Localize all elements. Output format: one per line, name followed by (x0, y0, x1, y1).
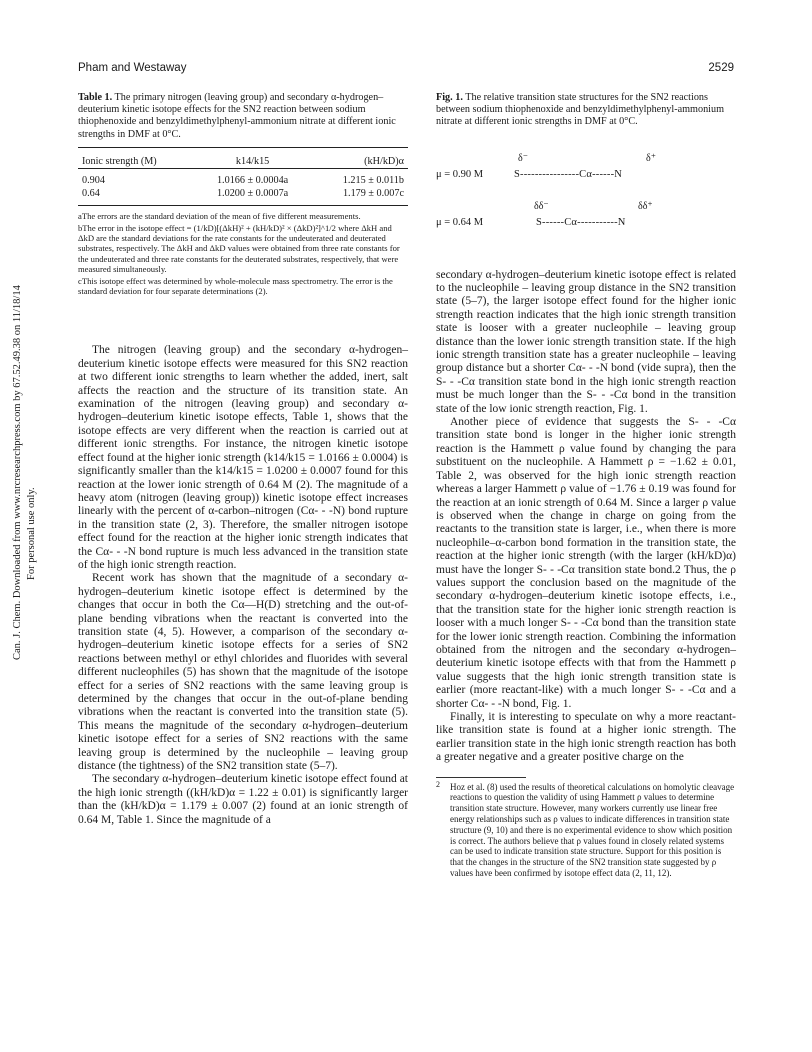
table-row (78, 168, 408, 187)
figure1-charge-pos-1: δ⁺ (646, 152, 656, 164)
table1-caption-text: The primary nitrogen (leaving group) and secondary α-hydrogen–deuterium kinetic isotope effects for the SN2 reaction between sodium thiophenoxide and benzyldimethylphenyl-ammonium nitrate at different ionic strengths in DMF at 0°C. (78, 92, 396, 140)
footnote-2-marker: 2 (436, 779, 440, 789)
table1-header-kh-kd: (kH/kD)α (364, 155, 404, 167)
left-column (78, 92, 408, 827)
paragraph: The secondary α-hydrogen–deuterium kinetic isotope effect found at the high ionic strength ((kH/kD)α = 1.22 ± 0.01) is significantly larger than the (kH/kD)α = 1.179 ± 0.007 (2) found at an ionic strength of 0.64 M, Table 1. Since the magnitude of a (78, 773, 408, 826)
table1-footnote-a: aThe errors are the standard deviation of the mean of five different measurements. (78, 210, 361, 221)
figure1-charge-neg-1: δ⁻ (518, 152, 528, 164)
table-cell: 0.64 (82, 187, 100, 199)
running-head (78, 62, 734, 78)
table-cell: 1.179 ± 0.007c (342, 187, 404, 199)
table1-footnote-b: bThe error in the isotope effect = (1/kD)[(ΔkH)² + (kH/kD)² × (ΔkD)²]^1/2 where ΔkH and ΔkD are the standard deviations for the rate constants for the undeuterated and deuterated substrates, respectively. The ΔkH and ΔkD values were obtained from three rate constants for the undeuterated and three rate constants for the deuterated substrates, respectively, that were measured simultaneously. (78, 223, 400, 274)
side-note-line-2: For personal use only. (26, 487, 37, 580)
paragraph: Recent work has shown that the magnitude of a secondary α-hydrogen–deuterium kinetic isotope effect is determined by the changes that occur in both the Cα—H(D) stretching and the out-of-plane bending vibrations when the reactant is converted into the transition state (4, 5). However, a comparison of the secondary α-hydrogen–deuterium kinetic isotope effects for a series of SN2 reactions between methyl or ethyl chlorides and fluorides with several different nucleophiles (5) has shown that the magnitude of the isotope effect for a series of SN2 reactions with the same leaving group is determined by the changes that occur in the out-of-plane bending vibrations when the reactant is converted into the transition state (5). This means the magnitude of the secondary α-hydrogen–deuterium kinetic isotope effect for a series of SN2 reactions with the same leaving group is determined by the nucleophile – leaving group distance (the tightness) of the SN2 transition state (5–7). (78, 572, 408, 773)
table-row (78, 187, 408, 206)
table-cell: 1.0166 ± 0.0004a (216, 174, 289, 186)
right-column (436, 92, 736, 879)
table1-caption (78, 92, 408, 141)
left-body-text (78, 344, 408, 827)
table1-caption-label: Table 1. (78, 92, 113, 103)
figure1-structure-1: S----------------Cα------N (514, 168, 623, 180)
paragraph: Another piece of evidence that suggests the S- - -Cα transition state bond is longer in the higher ionic strength reaction is the Hammett ρ value found by changing the para substituent on the nucleophile. A Hammett ρ = −1.62 ± 0.01, Table 2, was observed for the high ionic strength reaction whereas a larger Hammett ρ value of −1.76 ± 0.19 was found for the reaction at an ionic strength of 0.64 M. Since a larger ρ value is observed when the change in charge on going from the reactants to the transition state is larger, i.e., when there is more nucleophile–α-carbon bond formation in the transition state, the reaction at the higher ionic strength (with the larger (kH/kD)α) must have the longer S- - -Cα transition state bond.2 Thus, the ρ values support the conclusion based on the magnitude of the secondary α-hydrogen–deuterium kinetic isotope effects, i.e., that the transition state for the higher ionic strength reaction is looser with a much longer S- - -Cα bond than the transition state for the lower ionic strength reaction. Combining the information obtained from the nitrogen and the secondary α-hydrogen–deuterium kinetic isotope effects with that from the Hammett ρ value suggests that the high ionic strength transition state is earlier (more reactant-like) with a much longer S- - -Cα and a shorter Cα- - -N bond, Fig. 1. (436, 416, 736, 710)
download-side-note (6, 260, 40, 660)
table-cell: 1.215 ± 0.011b (342, 174, 404, 186)
right-body-text (436, 269, 736, 765)
table-cell: 1.0200 ± 0.0007a (216, 187, 289, 199)
figure1-caption (436, 92, 736, 129)
footnote-2-text: Hoz et al. (8) used the results of theoretical calculations on homolytic cleavage reactions to question the validity of using Hammett ρ values to determine transition state structure. However, many workers currently use linear free energy relationships such as ρ values to indicate differences in transition state structure (9, 10) and there is no experimental evidence to show which position is correct. The authors believe that ρ values found in closely related systems can be used to indicate transition state structure. Support for this position is that the changes in the structure of the SN2 transition state suggested by ρ values have been confirmed by isotope effect data (2, 11, 12). (450, 781, 735, 879)
figure1-mu-label-1: μ = 0.90 M (436, 168, 484, 180)
page-number: 2529 (708, 62, 734, 74)
footnote-divider (436, 777, 526, 778)
footnote-2 (436, 779, 736, 879)
paragraph: The nitrogen (leaving group) and the secondary α-hydrogen–deuterium kinetic isotope effects were measured for this SN2 reaction at two different ionic strengths to learn whether the added, inert, salt affects the reaction and the structure of its transition state. An examination of the nitrogen (leaving group) and secondary α-hydrogen–deuterium kinetic isotope effects, Table 1, shows that the isotope effects are very different when the reaction is carried out at different ionic strengths. For instance, the nitrogen kinetic isotope effect found at the higher ionic strength (k14/k15 = 1.0166 ± 0.0004) is significantly smaller than the k14/k15 = 1.0200 ± 0.0007 found for this reaction at the lower ionic strength of 0.64 M (2). The magnitude of a heavy atom (nitrogen (leaving group)) kinetic isotope effect increases linearly with the percent of α-carbon–nitrogen (Cα- - -N) bond rupture in the transition state (2, 3). Therefore, the smaller nitrogen isotope effect found for the reaction at the higher ionic strength indicates that the Cα- - -N bond rupture is much less advanced in the transition state of the high ionic strength reaction. (78, 344, 408, 571)
side-note-line-1: Can. J. Chem. Downloaded from www.nrcresearchpress.com by 67.52.49.38 on 11/18/14 (12, 285, 23, 660)
figure1-structure-2: S------Cα-----------N (536, 216, 626, 228)
figure1-charge-neg-2: δδ⁻ (534, 200, 549, 212)
running-head-authors: Pham and Westaway (78, 62, 187, 74)
table-cell: 0.904 (82, 174, 105, 186)
table1-footnote-c: cThis isotope effect was determined by whole-molecule mass spectrometry. The error is the standard deviation for four separate determinations (2). (78, 276, 393, 297)
paragraph: secondary α-hydrogen–deuterium kinetic isotope effect is related to the nucleophile – leaving group distance in the SN2 transition state (5–7), the larger isotope effect found for the higher ionic strength reaction indicates that the high ionic strength transition state is looser with a greater nucleophile – leaving group distance than the lower ionic strength transition state. If the high ionic strength transition state has a greater nucleophile – leaving group distance but a shorter Cα- - -N bond (vide supra), then the S- - -Cα transition state bond in the high ionic strength reaction must be much longer than the S- - -Cα bond in the transition state of the low ionic strength reaction, Fig. 1. (436, 268, 736, 415)
figure1-mu-label-2: μ = 0.64 M (436, 216, 484, 228)
figure1-caption-label: Fig. 1. (436, 92, 463, 103)
table1-header-k14-k15: k14/k15 (235, 155, 270, 167)
figure1-caption-text: The relative transition state structures for the SN2 reactions between sodium thiophenoxide and benzyldimethylphenyl-ammonium nitrate at different ionic strengths in DMF at 0°C. (436, 92, 725, 128)
table1-footnotes (78, 211, 408, 297)
figure1-diagram (436, 147, 736, 247)
paragraph: Finally, it is interesting to speculate on why a more reactant-like transition state is found at a higher ionic strength. The earlier transition state in the high ionic strength reaction has both a greater negative and a greater positive charge on the (436, 711, 736, 764)
figure1-charge-pos-2: δδ⁺ (638, 200, 653, 212)
table1-header-ionic-strength: Ionic strength (M) (82, 155, 157, 167)
table1 (78, 147, 408, 206)
